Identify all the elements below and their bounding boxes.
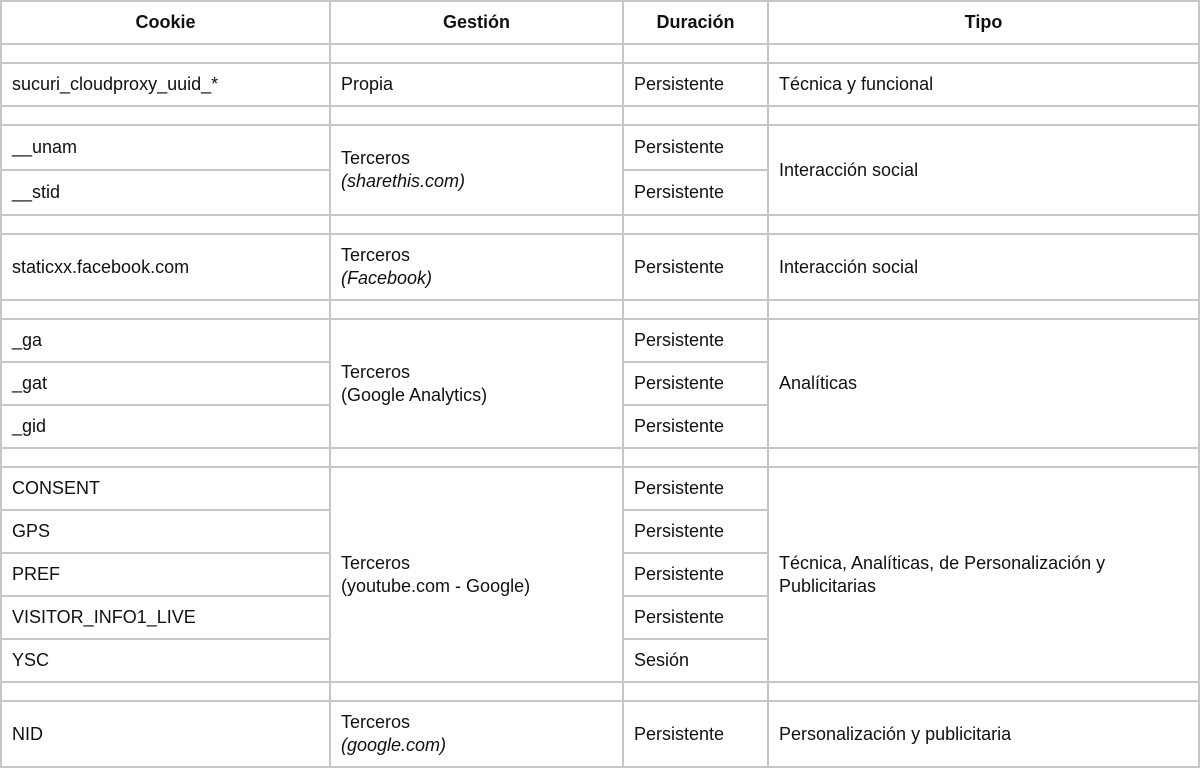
cookie-name: GPS <box>2 511 329 552</box>
header-cookie: Cookie <box>2 2 329 43</box>
header-row <box>2 2 1198 43</box>
duracion-cell: Persistente <box>624 511 767 552</box>
cookie-name: _gid <box>2 406 329 447</box>
duracion-cell: Persistente <box>624 171 767 214</box>
gestion-cell <box>331 126 622 214</box>
spacer-row <box>2 45 1198 62</box>
gestion-cell <box>331 702 622 766</box>
tipo-cell: Interacción social <box>769 126 1198 214</box>
duracion-cell: Persistente <box>624 406 767 447</box>
header-tipo: Tipo <box>769 2 1198 43</box>
tipo-cell: Técnica y funcional <box>769 64 1198 105</box>
gestion-type: Terceros <box>341 712 411 732</box>
gestion-provider: (sharethis.com) <box>341 171 466 191</box>
table-row <box>2 235 1198 299</box>
spacer-row <box>2 301 1198 318</box>
header-duracion: Duración <box>624 2 767 43</box>
cookie-name: staticxx.facebook.com <box>2 235 329 299</box>
gestion-type: Terceros <box>341 148 411 168</box>
table-row <box>2 64 1198 105</box>
cookie-name: CONSENT <box>2 468 329 509</box>
cookie-name: NID <box>2 702 329 766</box>
gestion-cell <box>331 320 622 447</box>
duracion-cell: Persistente <box>624 702 767 766</box>
gestion-type: Terceros <box>341 361 411 382</box>
cookie-name: _ga <box>2 320 329 361</box>
cookie-name: PREF <box>2 554 329 595</box>
cookie-name: __stid <box>2 171 329 214</box>
duracion-cell: Persistente <box>624 64 767 105</box>
duracion-cell: Persistente <box>624 468 767 509</box>
table-row <box>2 126 1198 169</box>
duracion-cell: Persistente <box>624 363 767 404</box>
cookie-name: YSC <box>2 640 329 681</box>
spacer-row <box>2 683 1198 700</box>
tipo-cell: Interacción social <box>769 235 1198 299</box>
cookie-name: sucuri_cloudproxy_uuid_* <box>2 64 329 105</box>
cookie-name: _gat <box>2 363 329 404</box>
header-gestion: Gestión <box>331 2 622 43</box>
tipo-cell: Personalización y publicitaria <box>769 702 1198 766</box>
duracion-cell: Persistente <box>624 235 767 299</box>
gestion-cell <box>331 468 622 681</box>
gestion-provider: (google.com) <box>341 735 447 755</box>
table-row <box>2 320 1198 361</box>
spacer-row <box>2 449 1198 466</box>
duracion-cell: Sesión <box>624 640 767 681</box>
gestion-provider: (Facebook) <box>341 268 433 288</box>
duracion-cell: Persistente <box>624 554 767 595</box>
spacer-row <box>2 216 1198 233</box>
duracion-cell: Persistente <box>624 320 767 361</box>
gestion-type: Propia <box>341 74 394 94</box>
table-row <box>2 468 1198 509</box>
cookie-name: VISITOR_INFO1_LIVE <box>2 597 329 638</box>
spacer-row <box>2 107 1198 124</box>
gestion-provider: (Google Analytics) <box>341 384 488 405</box>
gestion-provider: (youtube.com - Google) <box>341 575 531 596</box>
gestion-type: Terceros <box>341 245 411 265</box>
gestion-type: Terceros <box>341 552 411 573</box>
cookie-name: __unam <box>2 126 329 169</box>
tipo-cell: Técnica, Analíticas, de Personalización y Publicitarias <box>769 468 1198 681</box>
table-row <box>2 702 1198 766</box>
tipo-cell: Analíticas <box>769 320 1198 447</box>
duracion-cell: Persistente <box>624 597 767 638</box>
gestion-cell <box>331 235 622 299</box>
gestion-cell <box>331 64 622 105</box>
duracion-cell: Persistente <box>624 126 767 169</box>
